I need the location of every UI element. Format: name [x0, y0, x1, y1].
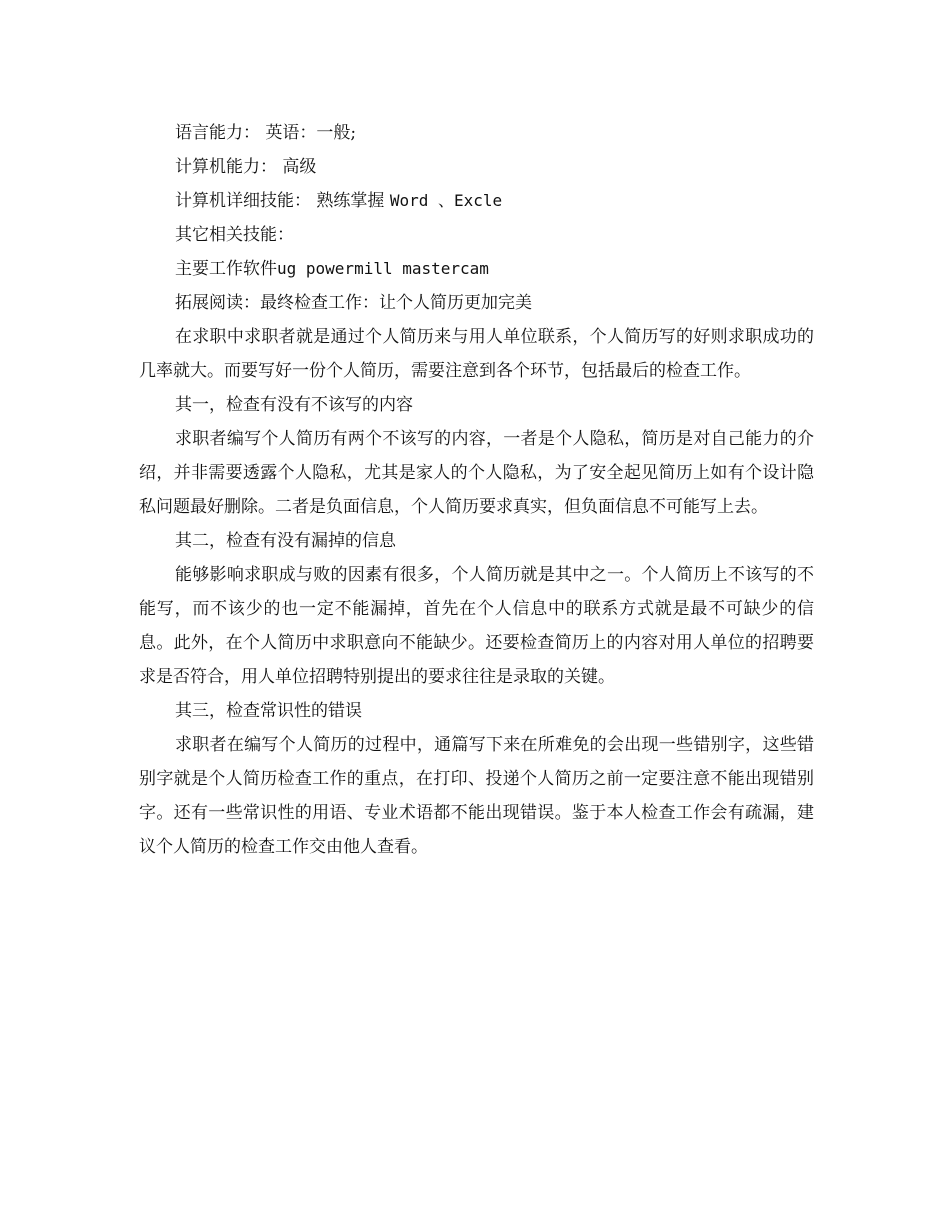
computer-skill-line: 计算机能力： 高级 [175, 157, 317, 177]
section-heading-3: 其三，检查常识性的错误 [175, 701, 362, 721]
section-heading-2: 其二，检查有没有漏掉的信息 [175, 531, 396, 551]
other-skills-line: 其它相关技能： [175, 225, 294, 245]
computer-detail-line [139, 184, 814, 218]
software-list: ug powermill mastercam [277, 259, 489, 278]
language-skill-line: 语言能力： 英语：一般; [175, 123, 357, 143]
section-body-3: 求职者在编写个人简历的过程中，通篇写下来在所难免的会出现一些错别字，这些错别字就是个人简历检查工作的重点，在打印、投递个人简历之前一定要注意不能出现错别字。还有一些常识性的用语、专业术语都不能出现错误。鉴于本人检查工作会有疏漏，建议个人简历的检查工作交由他人查看。 [139, 735, 814, 857]
section-body-1: 求职者编写个人简历有两个不该写的内容，一者是个人隐私，简历是对自己能力的介绍，并非需要透露个人隐私，尤其是家人的个人隐私，为了安全起见简历上如有个设计隐私问题最好删除。二者是负面信息，个人简历要求真实，但负面信息不可能写上去。 [139, 429, 814, 517]
software-label: 主要工作软件 [175, 259, 277, 279]
document-body [139, 116, 814, 864]
computer-detail-tools: Word 、Excle [389, 191, 503, 210]
section-heading-1: 其一，检查有没有不该写的内容 [175, 395, 413, 415]
section-body-2: 能够影响求职成与败的因素有很多，个人简历就是其中之一。个人简历上不该写的不能写，而不该少的也一定不能漏掉，首先在个人信息中的联系方式就是最不可缺少的信息。此外，在个人简历中求职意向不能缺少。还要检查简历上的内容对用人单位的招聘要求是否符合，用人单位招聘特别提出的要求往往是录取的关键。 [139, 565, 814, 687]
article-title: 拓展阅读：最终检查工作：让个人简历更加完美 [175, 293, 532, 313]
computer-detail-label: 计算机详细技能： 熟练掌握 [175, 191, 385, 211]
article-intro: 在求职中求职者就是通过个人简历来与用人单位联系，个人简历写的好则求职成功的几率就大。而要写好一份个人简历，需要注意到各个环节，包括最后的检查工作。 [139, 327, 814, 381]
software-line [139, 252, 814, 286]
